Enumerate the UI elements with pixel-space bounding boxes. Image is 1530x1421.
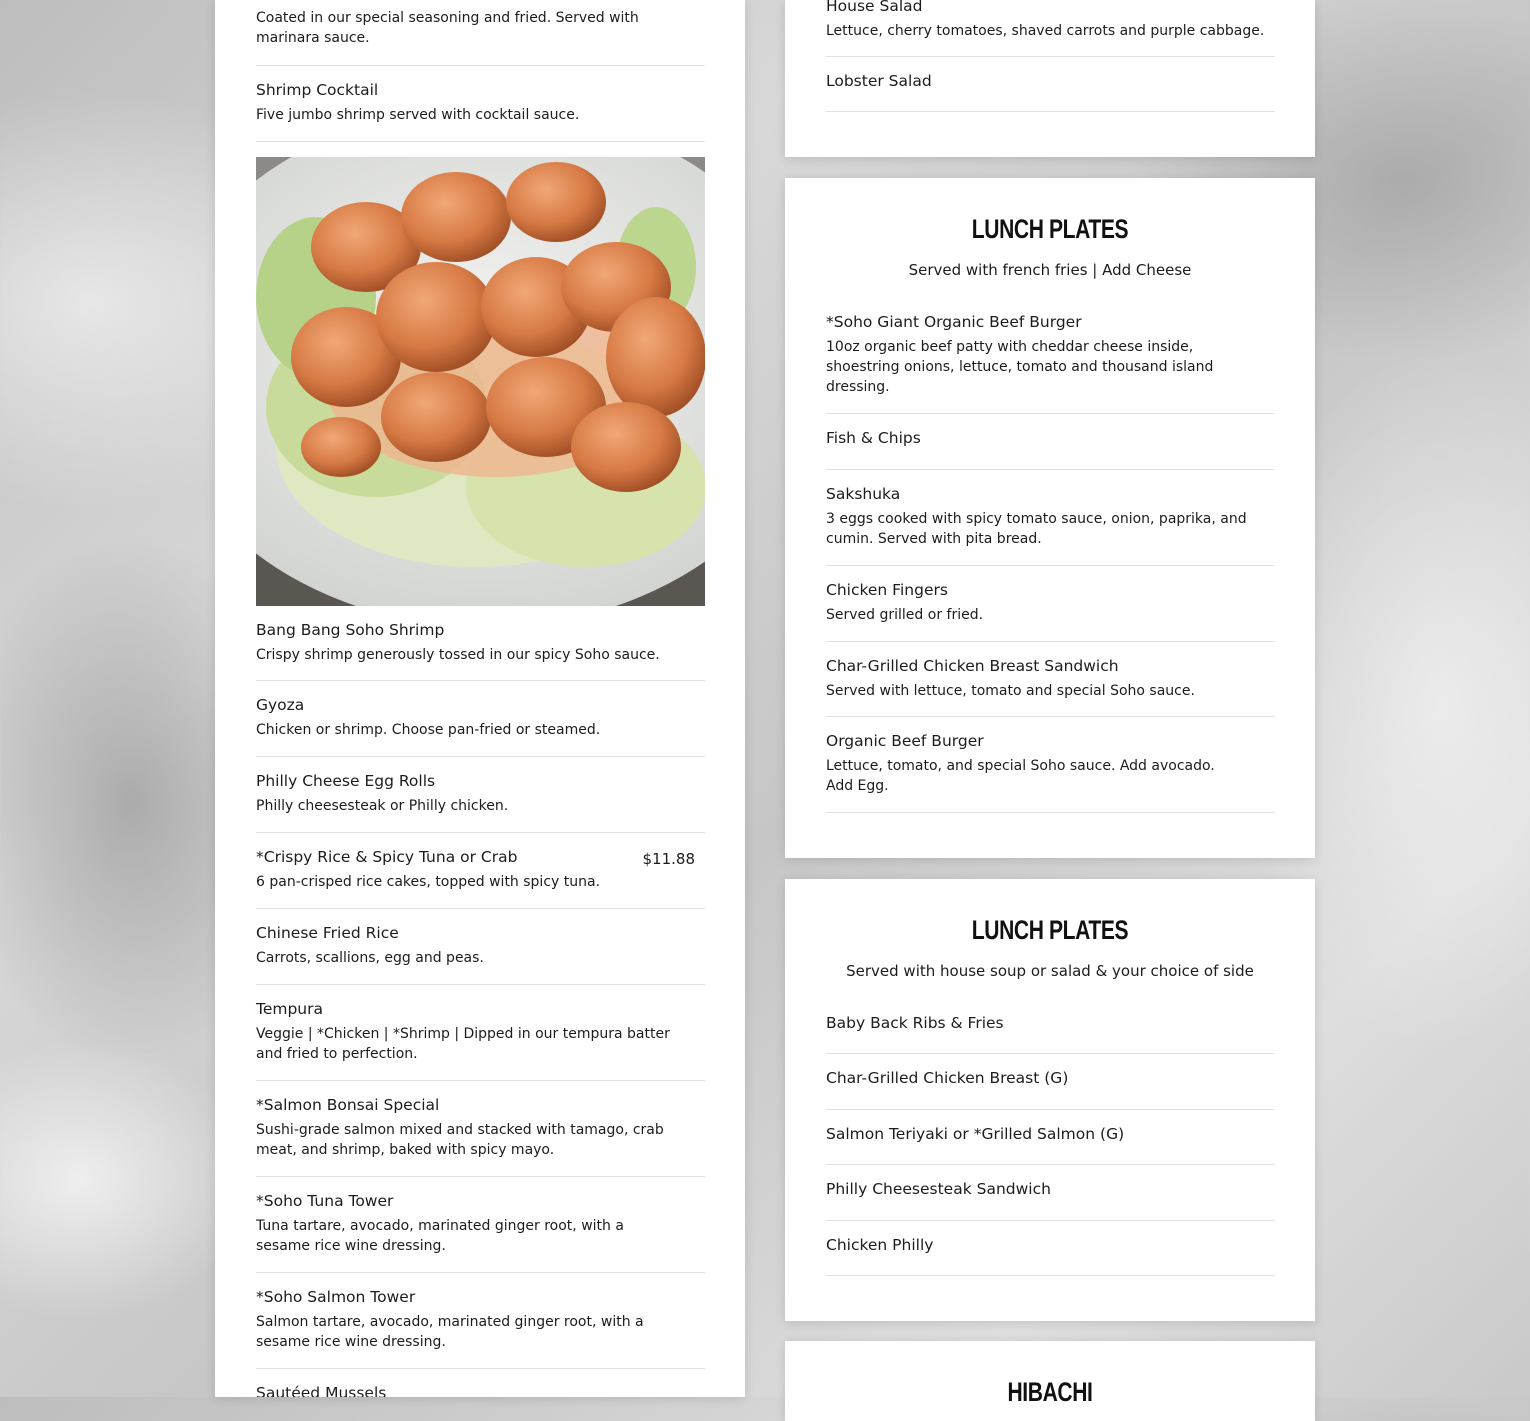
item-name: House Salad	[826, 0, 923, 15]
menu-item	[256, 999, 705, 1081]
lunch-plates-card	[785, 178, 1315, 858]
menu-item	[256, 923, 705, 985]
item-name: *Soho Giant Organic Beef Burger	[826, 313, 1082, 331]
item-description: 6 pan-crisped rice cakes, topped with spicy tuna.	[256, 874, 601, 890]
item-name: Bang Bang Soho Shrimp	[256, 621, 445, 639]
item-description: Lettuce, tomato, and special Soho sauce. Add avocado. Add Egg.	[826, 758, 1215, 794]
salads-card	[785, 0, 1315, 157]
item-name: Tempura	[256, 1000, 324, 1018]
item-description: 3 eggs cooked with spicy tomato sauce, onion, paprika, and cumin. Served with pita bread.	[826, 511, 1247, 547]
item-description: Philly cheesesteak or Philly chicken.	[256, 798, 509, 814]
section-title: LUNCH PLATES	[971, 915, 1129, 945]
section-title: HIBACHI	[1007, 1377, 1093, 1407]
item-name: Chicken Philly	[826, 1236, 934, 1254]
item-description: Tuna tartare, avocado, marinated ginger root, with a sesame rice wine dressing.	[256, 1218, 624, 1254]
item-description: Veggie | *Chicken | *Shrimp | Dipped in our tempura batter and fried to perfection.	[256, 1026, 670, 1062]
menu-item	[256, 80, 705, 142]
menu-item	[256, 8, 705, 66]
menu-item	[826, 1068, 1275, 1110]
item-description: Lettuce, cherry tomatoes, shaved carrots and purple cabbage.	[826, 23, 1265, 39]
bang-bang-shrimp-photo	[256, 157, 705, 606]
item-name: Philly Cheesesteak Sandwich	[826, 1180, 1051, 1198]
item-name: Philly Cheese Egg Rolls	[256, 772, 436, 790]
menu-item	[256, 771, 705, 833]
menu-item	[826, 428, 1275, 470]
item-name: Char-Grilled Chicken Breast (G)	[826, 1069, 1069, 1087]
item-price: $11.88	[642, 850, 695, 868]
menu-item	[826, 484, 1275, 566]
menu-item	[826, 1124, 1275, 1165]
item-description: Carrots, scallions, egg and peas.	[256, 950, 484, 966]
menu-item	[256, 1191, 705, 1273]
menu-item	[826, 656, 1275, 717]
item-name: Chicken Fingers	[826, 581, 948, 599]
item-description: 10oz organic beef patty with cheddar cheese inside, shoestring onions, lettuce, tomato and thousand island dressing.	[826, 339, 1214, 395]
item-name: Baby Back Ribs & Fries	[826, 1014, 1004, 1032]
item-name: Shrimp Cocktail	[256, 81, 379, 99]
menu-item	[826, 731, 1275, 813]
section-title: LUNCH PLATES	[971, 214, 1129, 244]
menu-item	[256, 695, 705, 757]
menu-item	[826, 71, 1275, 112]
menu-item	[256, 1287, 705, 1369]
section-subtitle: Served with house soup or salad & your choice of side	[846, 962, 1254, 980]
item-name: *Soho Tuna Tower	[256, 1192, 394, 1210]
item-description: Crispy shrimp generously tossed in our spicy Soho sauce.	[256, 647, 660, 663]
item-description: Served with lettuce, tomato and special Soho sauce.	[826, 683, 1195, 699]
item-name: Chinese Fried Rice	[256, 924, 399, 942]
menu-item	[256, 1095, 705, 1177]
item-name: *Salmon Bonsai Special	[256, 1096, 440, 1114]
menu-item	[826, 1235, 1275, 1276]
item-name: Lobster Salad	[826, 72, 932, 90]
lunch-plates-card-2	[785, 879, 1315, 1321]
item-description: Five jumbo shrimp served with cocktail sauce.	[256, 107, 580, 123]
menu-item	[826, 0, 1275, 57]
item-name: Sautéed Mussels	[256, 1384, 387, 1397]
item-name: Gyoza	[256, 696, 305, 714]
menu-item	[256, 847, 705, 909]
appetizers-card	[215, 0, 745, 1397]
menu-item	[826, 1179, 1275, 1221]
menu-item	[256, 620, 705, 681]
hibachi-card	[785, 1341, 1315, 1421]
item-description: Coated in our special seasoning and fried. Served with marinara sauce.	[256, 10, 639, 46]
item-description: Chicken or shrimp. Choose pan-fried or steamed.	[256, 722, 601, 738]
item-name: *Soho Salmon Tower	[256, 1288, 416, 1306]
item-name: Organic Beef Burger	[826, 732, 984, 750]
item-name: Fish & Chips	[826, 429, 921, 447]
item-name: Sakshuka	[826, 485, 901, 503]
item-description: Sushi-grade salmon mixed and stacked with tamago, crab meat, and shrimp, baked with spicy mayo.	[256, 1122, 664, 1158]
menu-item	[256, 1383, 705, 1397]
item-description: Salmon tartare, avocado, marinated ginger root, with a sesame rice wine dressing.	[256, 1314, 644, 1350]
item-description: Served grilled or fried.	[826, 607, 984, 623]
item-name: Salmon Teriyaki or *Grilled Salmon (G)	[826, 1125, 1125, 1143]
menu-item	[826, 580, 1275, 642]
menu-item	[826, 312, 1275, 414]
item-name: *Crispy Rice & Spicy Tuna or Crab	[256, 848, 518, 866]
item-name: Char-Grilled Chicken Breast Sandwich	[826, 657, 1119, 675]
menu-item	[826, 1013, 1275, 1054]
section-subtitle: Served with french fries | Add Cheese	[908, 261, 1192, 279]
